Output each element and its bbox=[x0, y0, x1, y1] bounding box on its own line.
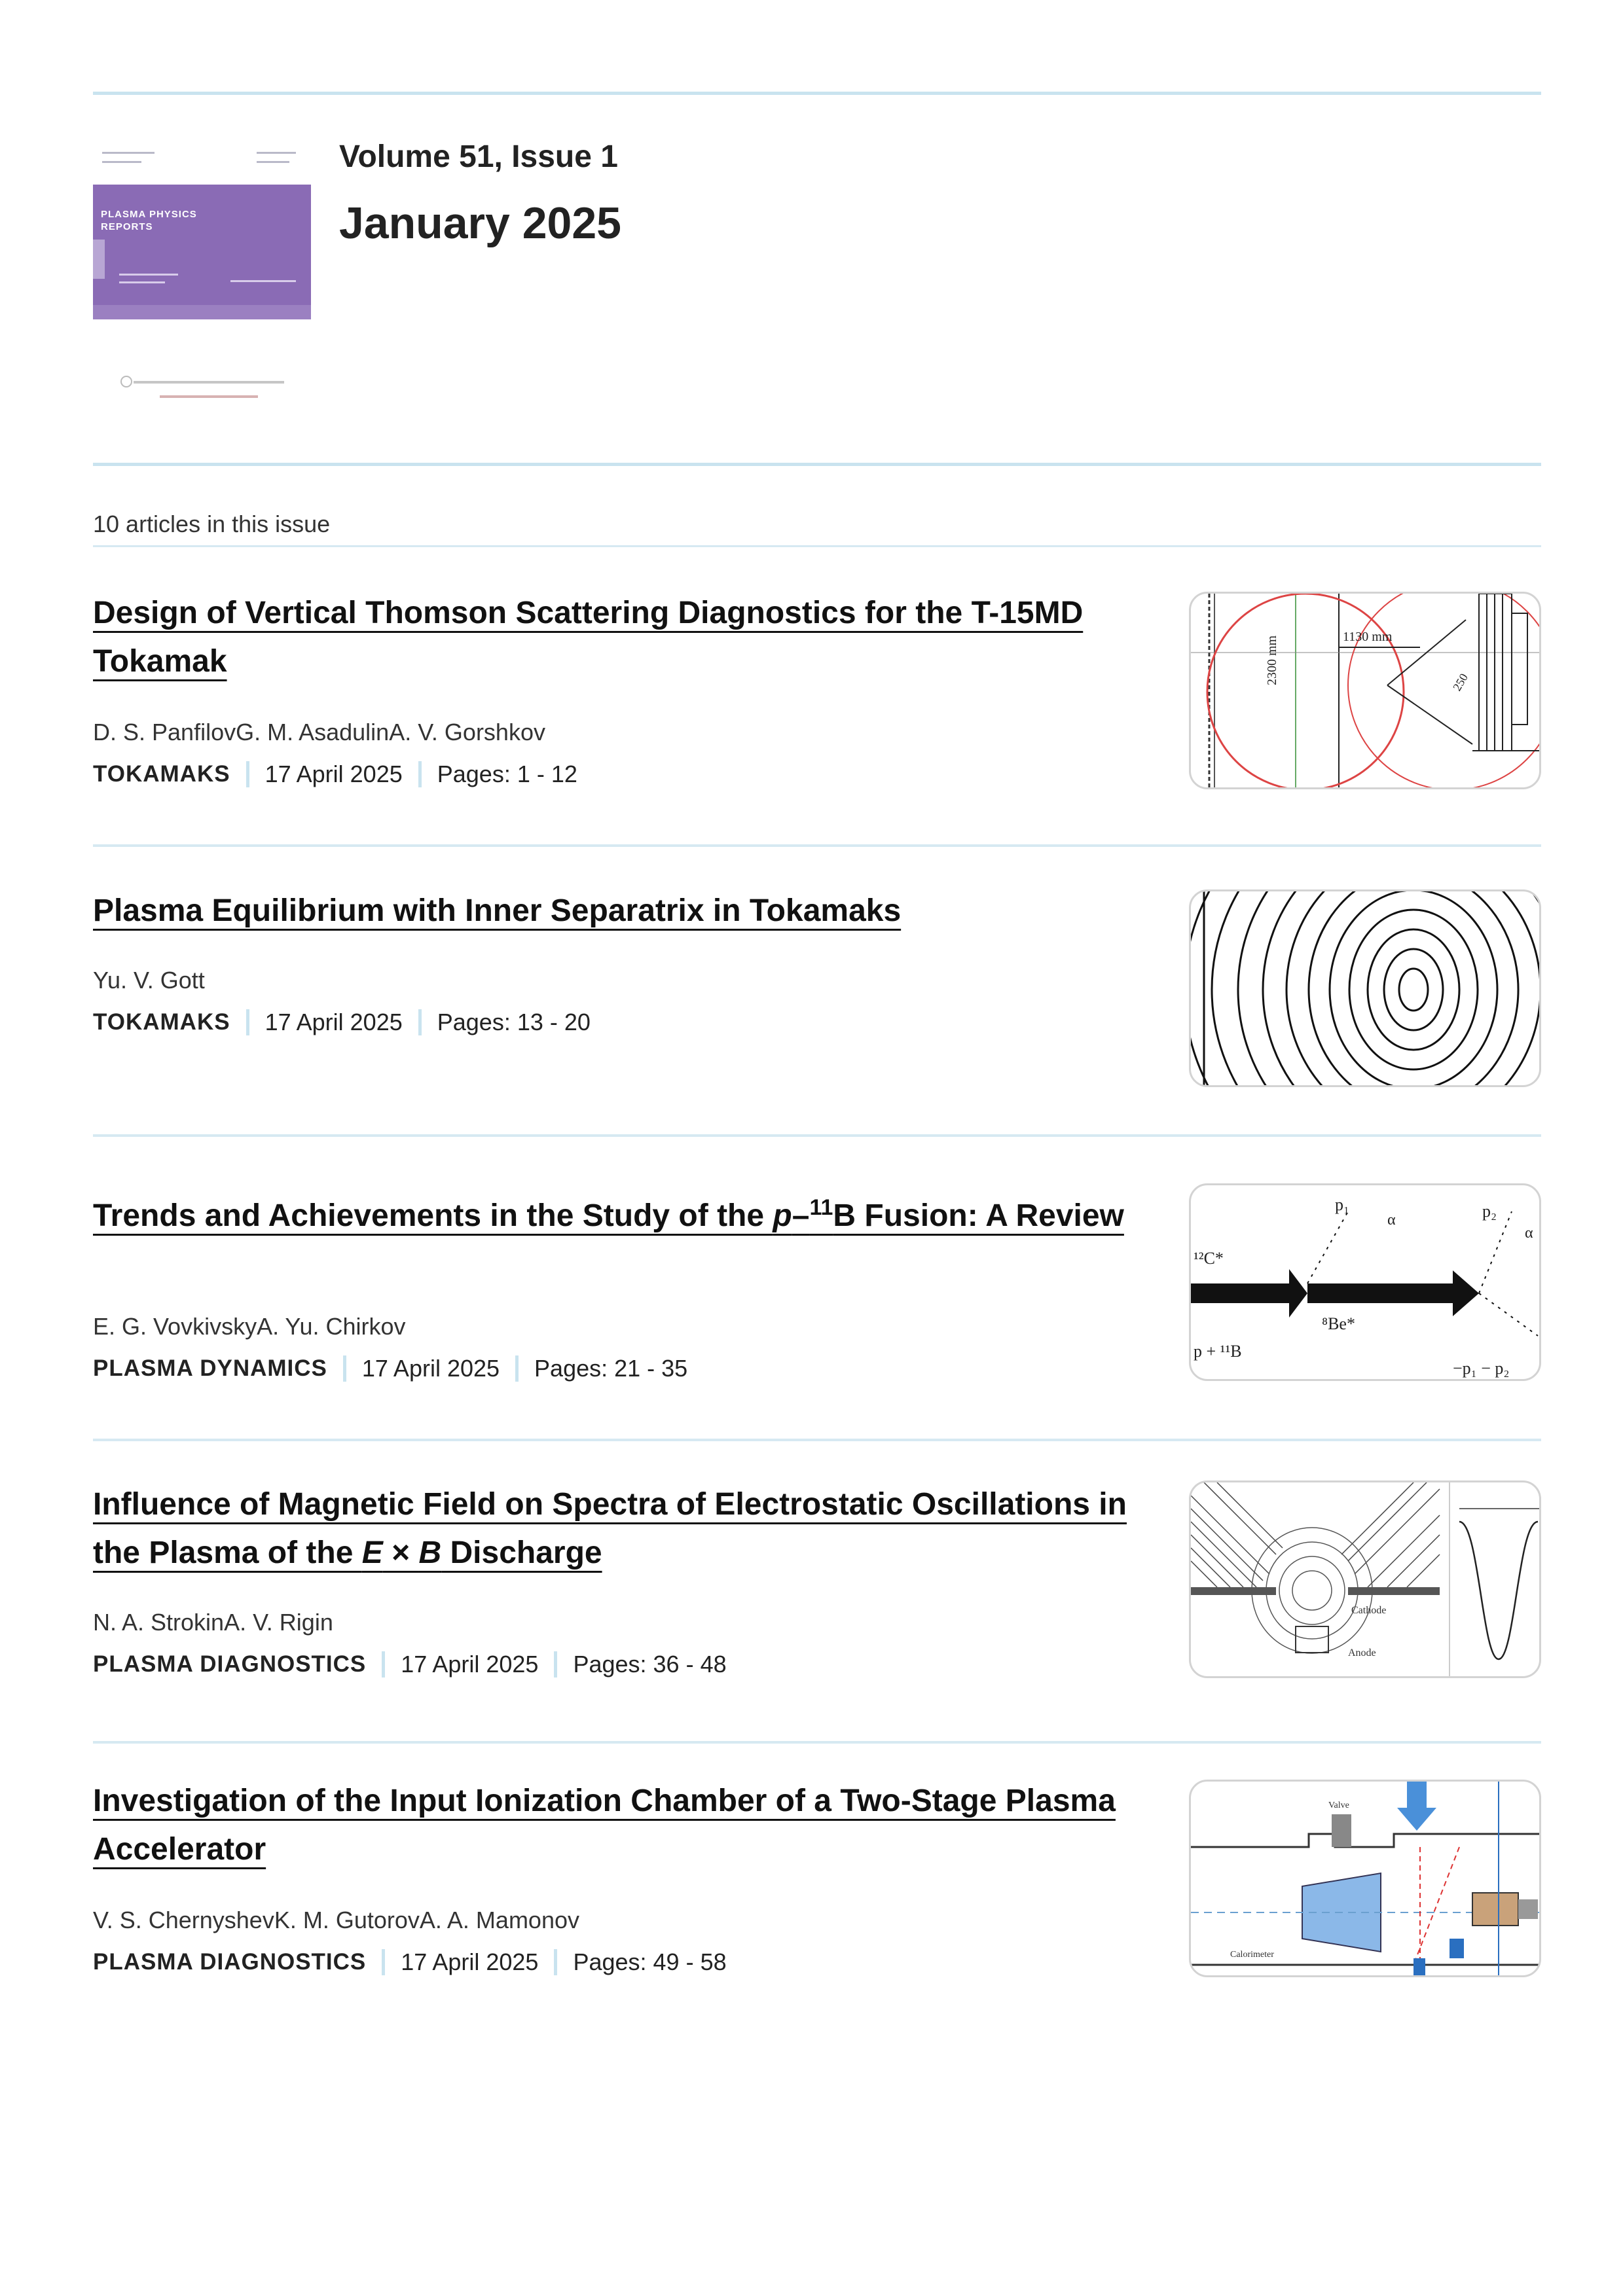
publisher-emblem-icon bbox=[120, 376, 132, 387]
title-segment: B Fusion: A Review bbox=[833, 1198, 1124, 1233]
cover-text-line bbox=[230, 280, 296, 282]
article-pages: Pages: 1 - 12 bbox=[437, 761, 577, 787]
publisher-logo bbox=[120, 372, 291, 411]
title-segment: Influence of Magnetic Field on Spectra of Electrostatic Oscillations in the Plasma of the bbox=[93, 1487, 1127, 1570]
article-thumbnail[interactable] bbox=[1189, 889, 1541, 1087]
cover-text-line bbox=[119, 274, 178, 276]
article-date: 17 April 2025 bbox=[264, 761, 403, 787]
header-bottom-rule bbox=[93, 463, 1541, 466]
count-divider bbox=[93, 545, 1541, 547]
article-pages: Pages: 21 - 35 bbox=[534, 1355, 688, 1382]
article-thumbnail[interactable] bbox=[1189, 1183, 1541, 1381]
article-title-link[interactable] bbox=[93, 887, 1147, 935]
article-title-text[interactable] bbox=[93, 1195, 1124, 1233]
article-authors: N. A. StrokinA. V. Rigin bbox=[93, 1609, 333, 1636]
article-title-text[interactable]: Investigation of the Input Ionization Chamber of a Two-Stage Plasma Accelerator bbox=[93, 1784, 1116, 1867]
title-italic-p: p bbox=[773, 1198, 792, 1233]
thumb-label: α bbox=[1525, 1225, 1533, 1242]
thumb-label: p₁ bbox=[1335, 1195, 1350, 1214]
cover-text-line bbox=[257, 152, 296, 154]
thumb-label: Anode bbox=[1348, 1647, 1376, 1659]
cover-title bbox=[101, 208, 271, 233]
thumb-label: Valve bbox=[1328, 1801, 1349, 1810]
cover-bottom-band bbox=[93, 305, 311, 319]
meta-separator bbox=[515, 1355, 519, 1382]
article-date: 17 April 2025 bbox=[264, 1009, 403, 1035]
article-title-text[interactable]: Design of Vertical Thomson Scattering Diagnostics for the T-15MD Tokamak bbox=[93, 596, 1084, 679]
cover-top-band bbox=[93, 143, 311, 185]
thumb-label: 2300 mm bbox=[1265, 635, 1279, 685]
cover-text-line bbox=[119, 281, 165, 283]
issue-date: January 2025 bbox=[339, 198, 621, 248]
meta-separator bbox=[382, 1949, 385, 1975]
article-date: 17 April 2025 bbox=[401, 1651, 539, 1677]
cover-text-line bbox=[257, 161, 289, 163]
publisher-logo-line bbox=[160, 395, 258, 398]
cover-title-line1: PLASMA PHYSICS bbox=[101, 209, 197, 220]
cover-text-line bbox=[102, 152, 155, 154]
article-category[interactable]: PLASMA DIAGNOSTICS bbox=[93, 1949, 367, 1975]
article-authors: V. S. ChernyshevK. M. GutorovA. A. Mamonov bbox=[93, 1907, 579, 1933]
thomson-diagram-figure bbox=[1191, 594, 1541, 789]
issue-volume: Volume 51, Issue 1 bbox=[339, 139, 618, 174]
meta-separator bbox=[418, 761, 422, 787]
article-date: 17 April 2025 bbox=[361, 1355, 500, 1382]
article-category[interactable]: TOKAMAKS bbox=[93, 761, 230, 787]
meta-separator bbox=[246, 761, 249, 787]
meta-separator bbox=[554, 1651, 557, 1677]
title-italic-b: B bbox=[418, 1535, 442, 1570]
title-cross: × bbox=[382, 1535, 419, 1570]
article-authors: Yu. V. Gott bbox=[93, 967, 205, 994]
article-meta bbox=[93, 1948, 727, 1976]
article-divider bbox=[93, 1134, 1541, 1137]
title-segment: Discharge bbox=[441, 1535, 602, 1570]
meta-separator bbox=[343, 1355, 346, 1382]
fusion-reaction-figure bbox=[1191, 1185, 1541, 1381]
article-date: 17 April 2025 bbox=[401, 1948, 539, 1975]
meta-separator bbox=[418, 1009, 422, 1035]
article-category[interactable]: PLASMA DYNAMICS bbox=[93, 1355, 327, 1381]
article-thumbnail[interactable] bbox=[1189, 1480, 1541, 1678]
cover-title-line2: REPORTS bbox=[101, 221, 153, 232]
thumb-label: α bbox=[1387, 1211, 1396, 1229]
article-title-link[interactable] bbox=[93, 1777, 1147, 1874]
cover-side-strip bbox=[93, 240, 105, 279]
article-category[interactable]: PLASMA DIAGNOSTICS bbox=[93, 1651, 367, 1677]
title-dash: – bbox=[792, 1198, 810, 1233]
meta-separator bbox=[382, 1651, 385, 1677]
thumb-label: 250 bbox=[1450, 671, 1470, 693]
thumb-label: ⁸Be* bbox=[1322, 1314, 1355, 1333]
article-divider bbox=[93, 1741, 1541, 1744]
article-pages: Pages: 49 - 58 bbox=[573, 1948, 727, 1975]
thumb-label: 1130 mm bbox=[1343, 630, 1393, 644]
title-italic-e: E bbox=[361, 1535, 383, 1570]
title-segment: Trends and Achievements in the Study of the bbox=[93, 1198, 773, 1233]
article-pages: Pages: 36 - 48 bbox=[573, 1651, 727, 1677]
discharge-figure bbox=[1191, 1482, 1541, 1678]
article-title-link[interactable] bbox=[93, 1183, 1147, 1240]
article-divider bbox=[93, 844, 1541, 847]
meta-separator bbox=[554, 1949, 557, 1975]
thumb-label: Calorimeter bbox=[1230, 1950, 1274, 1960]
cover-text-line bbox=[102, 161, 141, 163]
article-authors: D. S. PanfilovG. M. AsadulinA. V. Gorshkov bbox=[93, 719, 545, 745]
thumb-label: −p₁ − p₂ bbox=[1453, 1359, 1510, 1378]
accelerator-figure bbox=[1191, 1782, 1541, 1977]
article-meta bbox=[93, 761, 577, 788]
header-top-rule bbox=[93, 92, 1541, 95]
article-meta bbox=[93, 1651, 727, 1678]
article-title-link[interactable] bbox=[93, 1480, 1147, 1577]
article-pages: Pages: 13 - 20 bbox=[437, 1009, 591, 1035]
article-divider bbox=[93, 1439, 1541, 1441]
article-title-text[interactable]: Plasma Equilibrium with Inner Separatrix in Tokamaks bbox=[93, 893, 902, 928]
meta-separator bbox=[246, 1009, 249, 1035]
thumb-label: Cathode bbox=[1351, 1605, 1387, 1616]
article-title-link[interactable] bbox=[93, 589, 1147, 686]
title-superscript: 11 bbox=[809, 1195, 833, 1220]
article-thumbnail[interactable] bbox=[1189, 1780, 1541, 1977]
publisher-logo-line bbox=[134, 381, 284, 384]
article-meta bbox=[93, 1009, 591, 1036]
thumb-label: ¹²C* bbox=[1194, 1249, 1224, 1268]
thumb-label: p + ¹¹B bbox=[1194, 1342, 1242, 1361]
article-count: 10 articles in this issue bbox=[93, 511, 331, 537]
thumb-label: p₂ bbox=[1482, 1202, 1497, 1221]
journal-cover-image[interactable] bbox=[93, 143, 311, 319]
article-authors: E. G. VovkivskyA. Yu. Chirkov bbox=[93, 1313, 406, 1340]
article-category[interactable]: TOKAMAKS bbox=[93, 1009, 230, 1035]
article-title-text[interactable] bbox=[93, 1487, 1127, 1570]
article-meta bbox=[93, 1355, 687, 1382]
article-thumbnail[interactable] bbox=[1189, 592, 1541, 789]
equilibrium-contours-figure bbox=[1191, 891, 1541, 1087]
